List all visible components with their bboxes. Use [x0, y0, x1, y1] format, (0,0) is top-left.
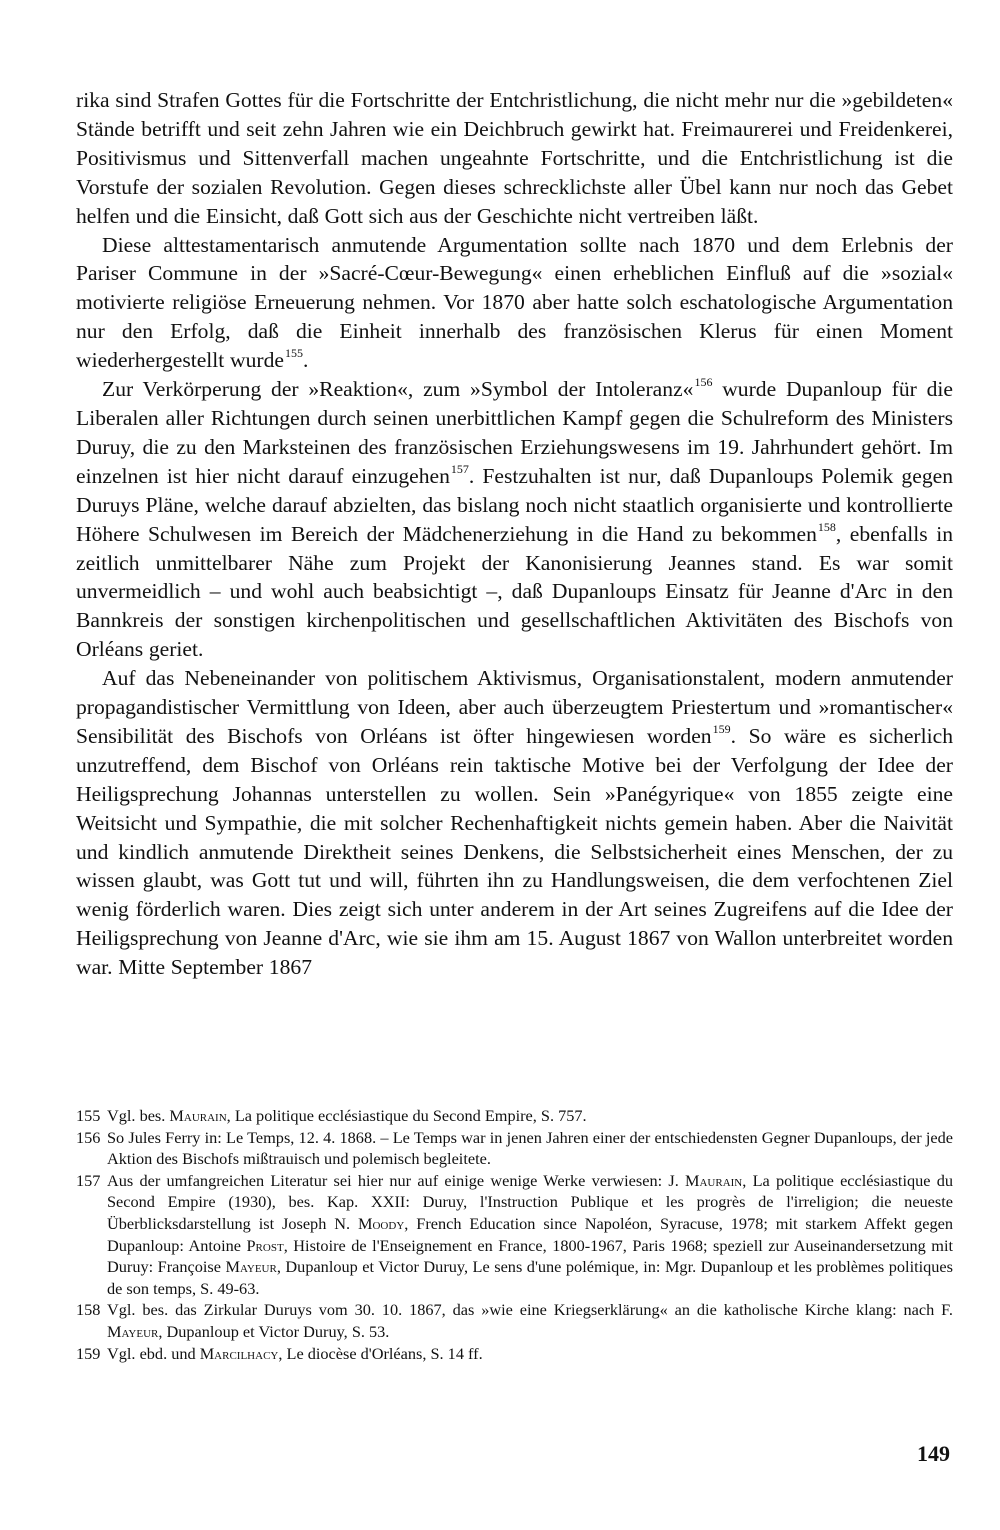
- footnote-reference[interactable]: 159: [712, 721, 731, 736]
- footnote-reference[interactable]: 157: [450, 461, 469, 476]
- text-run: Diese alttestamentarisch anmutende Argumentation sollte nach 1870 und dem Erlebnis der Pariser Commune in der »Sacré-Cœur-Bewegung« einen erheblichen Einfluß auf die »sozial« motivierte religiöse Erneuerung nehmen. Vor 1870 aber hatte solch eschatologische Argumentation nur den Erfolg, daß die Einheit innerhalb des französischen Klerus für einen Moment wiederhergestellt wurde: [76, 232, 953, 373]
- text-run: Vgl. ebd. und: [107, 1343, 200, 1363]
- footnote-number: 159: [76, 1343, 101, 1363]
- text-run: . So wäre es sicherlich unzutreffend, dem Bischof von Orléans rein taktische Motive bei der Verfolgung der Idee der Heiligsprechung Johannas unterstellen zu wollen. Sein »Panégyrique« von 1855 zeigte eine Weitsicht und Sympathie, die mit solcher Rechenhaftigkeit nichts gemein haben. Aber die Naivität und kindlich anmutende Direktheit seines Denkens, die Selbstsicherheit eines Menschen, der zu wissen glaubt, was Gott tut und will, führten ihn zu Handlungsweisen, die dem verfochtenen Ziel wenig förderlich waren. Dies zeigt sich unter anderem in der Art seines Zugreifens auf die Idee der Heiligsprechung von Jeanne d'Arc, wie sie ihm am 15. August 1867 von Wallon unterbreitet worden war. Mitte September 1867: [76, 723, 953, 980]
- text-run: , Dupanloup et Victor Duruy, S. 53.: [158, 1321, 390, 1341]
- paragraph: [76, 86, 953, 231]
- footnote-reference[interactable]: 158: [817, 519, 836, 534]
- footnote: [76, 1127, 953, 1170]
- footnote: [76, 1299, 953, 1342]
- author-name: Mayeur: [225, 1257, 277, 1277]
- author-name: Maurain: [685, 1170, 743, 1190]
- footnote-number: 158: [76, 1300, 101, 1320]
- footnotes: [76, 1105, 953, 1364]
- text-run: So Jules Ferry in: Le Temps, 12. 4. 1868. – Le Temps war in jenen Jahren einer der entschiedensten Gegner Dupanloups, der jede Aktion des Bischofs mißtrauisch und polemisch begleitete.: [107, 1127, 953, 1169]
- text-run: rika sind Strafen Gottes für die Fortschritte der Entchristlichung, die nicht mehr nur die »gebildeten« Stände betrifft und seit zehn Jahren wie ein Deichbruch gewirkt hat. Freimaurerei und Freidenkerei, Positivismus und Sittenverfall machen ungeahnte Fortschritte, und die Entchristlichung ist die Vorstufe der sozialen Revolution. Gegen dieses schrecklichste aller Übel kann nur noch das Gebet helfen und die Einsicht, daß Gott sich aus der Geschichte nicht vertreiben läßt.: [76, 88, 953, 228]
- footnote: [76, 1343, 953, 1365]
- text-run: , Dupanloup et Victor Duruy, Le sens d'une polémique, in: Mgr. Dupanloup et les problèmes politiques de son temps, S. 49-63.: [107, 1257, 953, 1298]
- text-run: , Le diocèse d'Orléans, S. 14 ff.: [278, 1343, 483, 1363]
- footnote-reference[interactable]: 155: [284, 346, 303, 361]
- text-run: , ebenfalls in zeitlich unmittelbarer Nähe zum Projekt der Kanonisierung Jeannes stand. Es war somit unvermeidlich – und wohl auch beabsichtigt –, daß Dupanloups Einsatz für Jeanne d'Arc in den Bannkreis der sonstigen kirchenpolitischen und gesellschaftlichen Aktivitäten des Bischofs von Orléans geriet.: [76, 521, 953, 662]
- text-run: , La politique ecclésiastique du Second Empire, S. 757.: [226, 1106, 587, 1125]
- footnote-number: 156: [76, 1127, 101, 1147]
- text-run: Vgl. bes. das Zirkular Duruys vom 30. 10. 1867, das »wie eine Kriegserklärung« an die katholische Kirche klang: nach F.: [107, 1300, 953, 1320]
- footnote-number: 157: [76, 1170, 101, 1190]
- footnote-reference[interactable]: 156: [694, 375, 713, 390]
- text-run: , La politique ecclésiastique du Second Empire (1930), bes. Kap. XXII: Duruy, l'Instruction Publique et les progrès de l'irreligion; die neueste Überblicksdarstellung ist Joseph N.: [107, 1170, 953, 1233]
- author-name: Moody: [358, 1213, 405, 1233]
- text-run: wurde Dupanloup für die Liberalen aller Richtungen durch seinen unerbittlichen Kampf gegen die Schulreform des Ministers Duruy, die zu den Marksteinen des französischen Erziehungswesens im 19. Jahrhundert gehört. Im einzelnen ist hier nicht darauf einzugehen: [76, 377, 953, 488]
- text-run: Vgl. bes.: [107, 1106, 170, 1125]
- text-run: Zur Verkörperung der »Reaktion«, zum »Symbol der Intoleranz«: [102, 377, 694, 402]
- text-run: Auf das Nebeneinander von politischem Aktivismus, Organisationstalent, modern anmutender propagandistischer Vermittlung von Ideen, aber auch überzeugtem Priestertum und »romantischer« Sensibilität des Bischofs von Orléans ist öfter hingewiesen worden: [76, 666, 953, 748]
- paragraph: [76, 375, 953, 664]
- author-name: Mayeur: [107, 1321, 159, 1341]
- author-name: Marcilhacy: [199, 1343, 279, 1363]
- text-run: .: [302, 348, 309, 373]
- footnote: [76, 1170, 953, 1300]
- footnote: [76, 1105, 953, 1127]
- paragraph: [76, 231, 953, 376]
- text-run: , French Education since Napoléon, Syracuse, 1978; mit starkem Affekt gegen Dupanloup: Antoine: [107, 1213, 953, 1255]
- text-run: Aus der umfangreichen Literatur sei hier nur auf einige wenige Werke verwiesen: J.: [107, 1170, 685, 1190]
- footnote-number: 155: [76, 1106, 101, 1125]
- page-number: 149: [917, 1441, 950, 1466]
- main-text: [76, 86, 953, 982]
- text-run: . Festzuhalten ist nur, daß Dupanloups Polemik gegen Duruys Pläne, welche darauf abzielten, das bislang noch nicht staatlich organisierte und kontrollierte Höhere Schulwesen im Bereich der Mädchenerziehung in die Hand zu bekommen: [76, 463, 953, 546]
- text-run: , Histoire de l'Enseignement en France, 1800-1967, Paris 1968; speziell zur Auseinandersetzung mit Duruy: Françoise: [107, 1235, 953, 1277]
- author-name: Maurain: [169, 1106, 227, 1125]
- author-name: Prost: [246, 1235, 284, 1255]
- paragraph: [76, 664, 953, 982]
